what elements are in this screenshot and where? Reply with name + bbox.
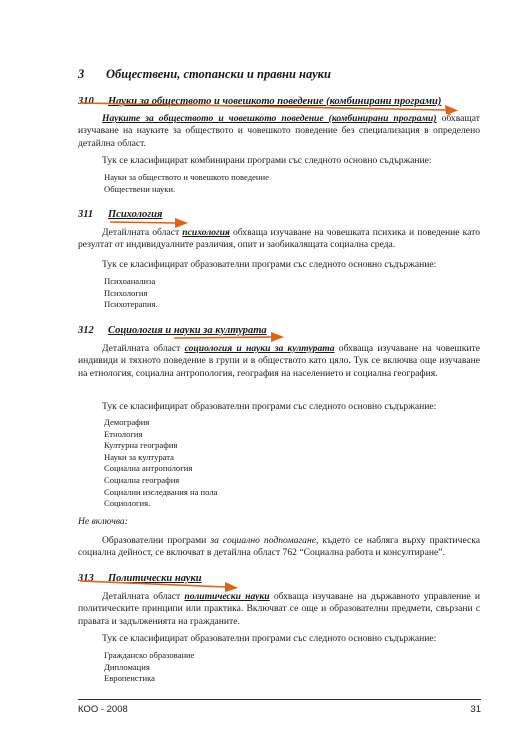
section-311-intro: Тук се класифицират образователни програми със следното основно съдържание: [102,259,437,270]
section-310-intro: Тук се класифицират комбинирани програми със следното основно съдържание: [102,155,432,166]
chapter-heading [78,67,331,82]
term-highlight: политически науки [184,591,270,602]
section-title: Науки за обществото и човешкото поведение (комбинирани програми) [108,96,442,107]
list-item: Психология [104,287,148,298]
chapter-number: 3 [78,67,85,81]
section-311-description: Детайлната област психология обхваща изучаване на човешката психика и поведение като резултат от индивидуалните различия, опит и заобикалящата социална среда. [78,227,480,251]
page-number: 31 [470,704,481,715]
section-title: Политически науки [108,573,202,584]
section-312-description: Детайлната област социология и науки за културата обхваща изучаване на човешките индивиди и тяхното поведение в групи и в обществото като цяло. Тук се включва още изучаване на етнология, социална антропология, география на населението и социална география. [78,343,480,379]
list-item: Психотерапия. [104,299,158,310]
list-item: Гражданско образование [104,650,195,660]
section-312-list [104,417,217,510]
footer-divider [78,699,481,700]
section-title: Социология и науки за културата [108,325,267,336]
section-number: 312 [78,325,94,336]
term-highlight: Науките за обществото и човешкото поведение (комбинирани програми) [102,113,437,124]
term-highlight: социология и науки за културата [184,343,335,354]
list-item: Дипломация [104,661,150,672]
footer-left-text: КОО - 2008 [78,704,128,715]
list-item: Етнология [104,428,143,439]
section-313-list [104,650,194,685]
section-number: 313 [78,573,94,584]
section-number: 311 [78,209,94,220]
chapter-title: Обществени, стопански и правни науки [106,67,331,81]
annotation-arrow-icon [78,100,460,114]
list-item: Науки за културата [104,451,174,462]
section-313-intro: Тук се класифицират образователни програми със следното основно съдържание: [102,633,437,644]
section-312-exclusion: Образователни програми за социално подпомагане, където се наблягa върху практическа социална дейност, се включват в детайлна област 762 “Социална работа и консултиране”. [78,535,480,559]
list-item: Социология. [104,498,151,509]
section-310-list [104,172,269,195]
section-312-intro: Тук се класифицират образователни програми със следното основно съдържание: [102,401,437,412]
section-310-description: Науките за обществото и човешкото поведение (комбинирани програми) обхващат изучаване на науките за обществото и човешкото поведение без специализация в определено детайлна област. [78,113,480,149]
list-item: Социални изследвания на пола [104,486,218,497]
exclusion-label: Не включва: [78,516,128,527]
list-item: Европеистика [104,673,155,684]
term-highlight: психология [182,227,230,238]
list-item: Науки за обществото и човешкото поведение [104,172,269,182]
section-313-description: Детайлната област политически науки обхваща изучаване на държавното управление и политическите принципи или практика. Включват се още и образователни предмети, свързани с правата и задълженията на гражданите. [78,591,480,627]
list-item: Обществени науки. [104,183,176,194]
list-item: Психоанализа [104,276,156,286]
section-311-list [104,276,158,311]
excluded-term: за социално подпомагане [210,535,316,546]
list-item: Социална география [104,474,180,485]
list-item: Културна география [104,440,178,451]
list-item: Социална антропология [104,463,193,474]
section-number: 310 [78,96,94,107]
list-item: Демография [104,417,150,427]
section-title: Психология [108,209,163,220]
